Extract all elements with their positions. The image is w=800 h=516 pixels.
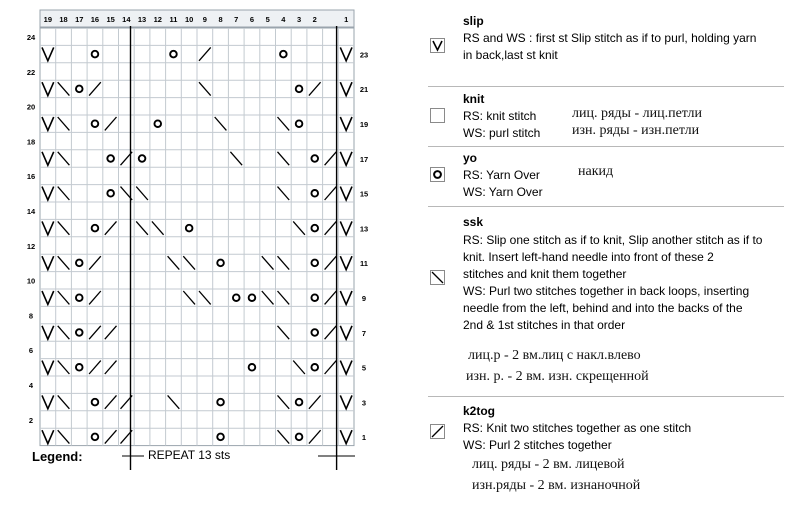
col-number-8: 8 (218, 15, 223, 24)
col-number-2: 2 (312, 15, 317, 24)
row-number-19: 19 (359, 120, 369, 129)
col-number-12: 12 (153, 15, 162, 24)
legend-slip-line-2: in back,last st knit (463, 48, 558, 62)
legend-label: Legend: (32, 449, 83, 464)
row-number-7: 7 (361, 328, 367, 338)
k2tog-symbol-box (430, 424, 445, 439)
legend-k2tog-line-2: WS: Purl 2 stitches together (463, 438, 612, 452)
legend-k2tog-name: k2tog (463, 404, 496, 418)
col-number-5: 5 (265, 15, 270, 24)
handwritten-k2tog-1: лиц. ряды - 2 вм. лицевой (472, 457, 625, 472)
handwritten-knit-2: изн. ряды - изн.петли (572, 123, 700, 138)
row-number-20: 20 (26, 102, 36, 112)
legend-ssk-name: ssk (463, 215, 484, 229)
col-number-18: 18 (59, 15, 68, 24)
handwritten-yo-1: накид (578, 164, 614, 179)
legend-yo-name: yo (463, 151, 478, 165)
col-number-13: 13 (137, 15, 147, 24)
legend-slip-line-1: RS and WS : first st Slip stitch as if to purl, holding yarn (463, 31, 757, 45)
row-number-9: 9 (361, 294, 367, 303)
row-number-15: 15 (359, 189, 369, 199)
col-number-11: 11 (169, 15, 178, 24)
legend-ssk-line-1: RS: Slip one stitch as if to knit, Slip another stitch as if to (463, 233, 763, 247)
ssk-symbol-box (430, 270, 445, 285)
legend-ssk-line-5: needle from the left, behind and into the backs of the (463, 301, 743, 315)
row-number-24: 24 (26, 33, 36, 42)
row-number-11: 11 (360, 259, 368, 269)
col-number-10: 10 (184, 15, 194, 24)
row-number-23: 23 (359, 50, 369, 60)
col-number-17: 17 (75, 15, 84, 24)
row-number-12: 12 (26, 241, 36, 251)
handwritten-ssk-2: изн. р. - 2 вм. изн. скрещенной (466, 369, 649, 384)
legend-ssk-line-2: knit. Insert left-hand needle into front of these 2 (463, 250, 714, 264)
row-number-5: 5 (361, 363, 367, 373)
ssk-icon (431, 271, 444, 284)
col-number-9: 9 (202, 15, 207, 24)
col-number-4: 4 (281, 15, 286, 24)
knitting-chart (0, 0, 420, 470)
col-number-3: 3 (296, 15, 302, 24)
legend-yo-line-2: WS: Yarn Over (463, 185, 543, 199)
legend-ssk-line-3: stitches and knit them together (463, 267, 627, 281)
k2tog-icon (431, 425, 444, 438)
col-number-14: 14 (122, 15, 131, 24)
legend-k2tog-line-1: RS: Knit two stitches together as one stitch (463, 421, 692, 435)
col-number-7: 7 (234, 15, 239, 24)
row-number-17: 17 (359, 154, 369, 164)
row-number-16: 16 (26, 172, 36, 182)
legend-ssk-line-4: WS: Purl two stitches together in back loops, inserting (463, 284, 750, 298)
row-number-21: 21 (359, 85, 369, 95)
col-number-15: 15 (106, 15, 115, 24)
legend-yo-line-1: RS: Yarn Over (463, 168, 540, 182)
legend-slip-name: slip (463, 14, 484, 28)
row-number-10: 10 (26, 276, 36, 286)
row-number-6: 6 (28, 346, 34, 356)
column-header-bar (40, 10, 354, 27)
col-number-19: 19 (43, 15, 53, 24)
row-number-8: 8 (28, 311, 34, 321)
handwritten-knit-1: лиц. ряды - лиц.петли (572, 106, 703, 121)
col-number-16: 16 (90, 15, 100, 24)
row-number-3: 3 (361, 398, 367, 408)
legend-knit-line-2: WS: purl stitch (463, 126, 541, 140)
col-number-6: 6 (249, 15, 255, 24)
row-number-2: 2 (28, 415, 34, 425)
legend-knit-name: knit (463, 92, 485, 106)
handwritten-k2tog-2: изн.ряды - 2 вм. изнаночной (472, 478, 641, 493)
row-number-18: 18 (26, 137, 36, 147)
yo-symbol-box (430, 167, 445, 182)
legend-ssk-line-6: 2nd & 1st stitches in that order (463, 318, 626, 332)
yarn-over-icon (431, 168, 444, 181)
slip-icon (431, 39, 444, 52)
row-number-22: 22 (26, 67, 36, 77)
knit-symbol-box (430, 108, 445, 123)
col-number-1: 1 (344, 15, 349, 24)
row-number-4: 4 (28, 381, 34, 390)
repeat-label: REPEAT 13 sts (148, 448, 231, 462)
legend-knit-line-1: RS: knit stitch (463, 109, 537, 123)
slip-symbol-box (430, 38, 445, 53)
row-number-13: 13 (359, 224, 369, 234)
row-number-14: 14 (26, 207, 36, 216)
handwritten-ssk-1: лиц.р - 2 вм.лиц с накл.влево (468, 348, 641, 363)
row-number-1: 1 (361, 433, 367, 443)
